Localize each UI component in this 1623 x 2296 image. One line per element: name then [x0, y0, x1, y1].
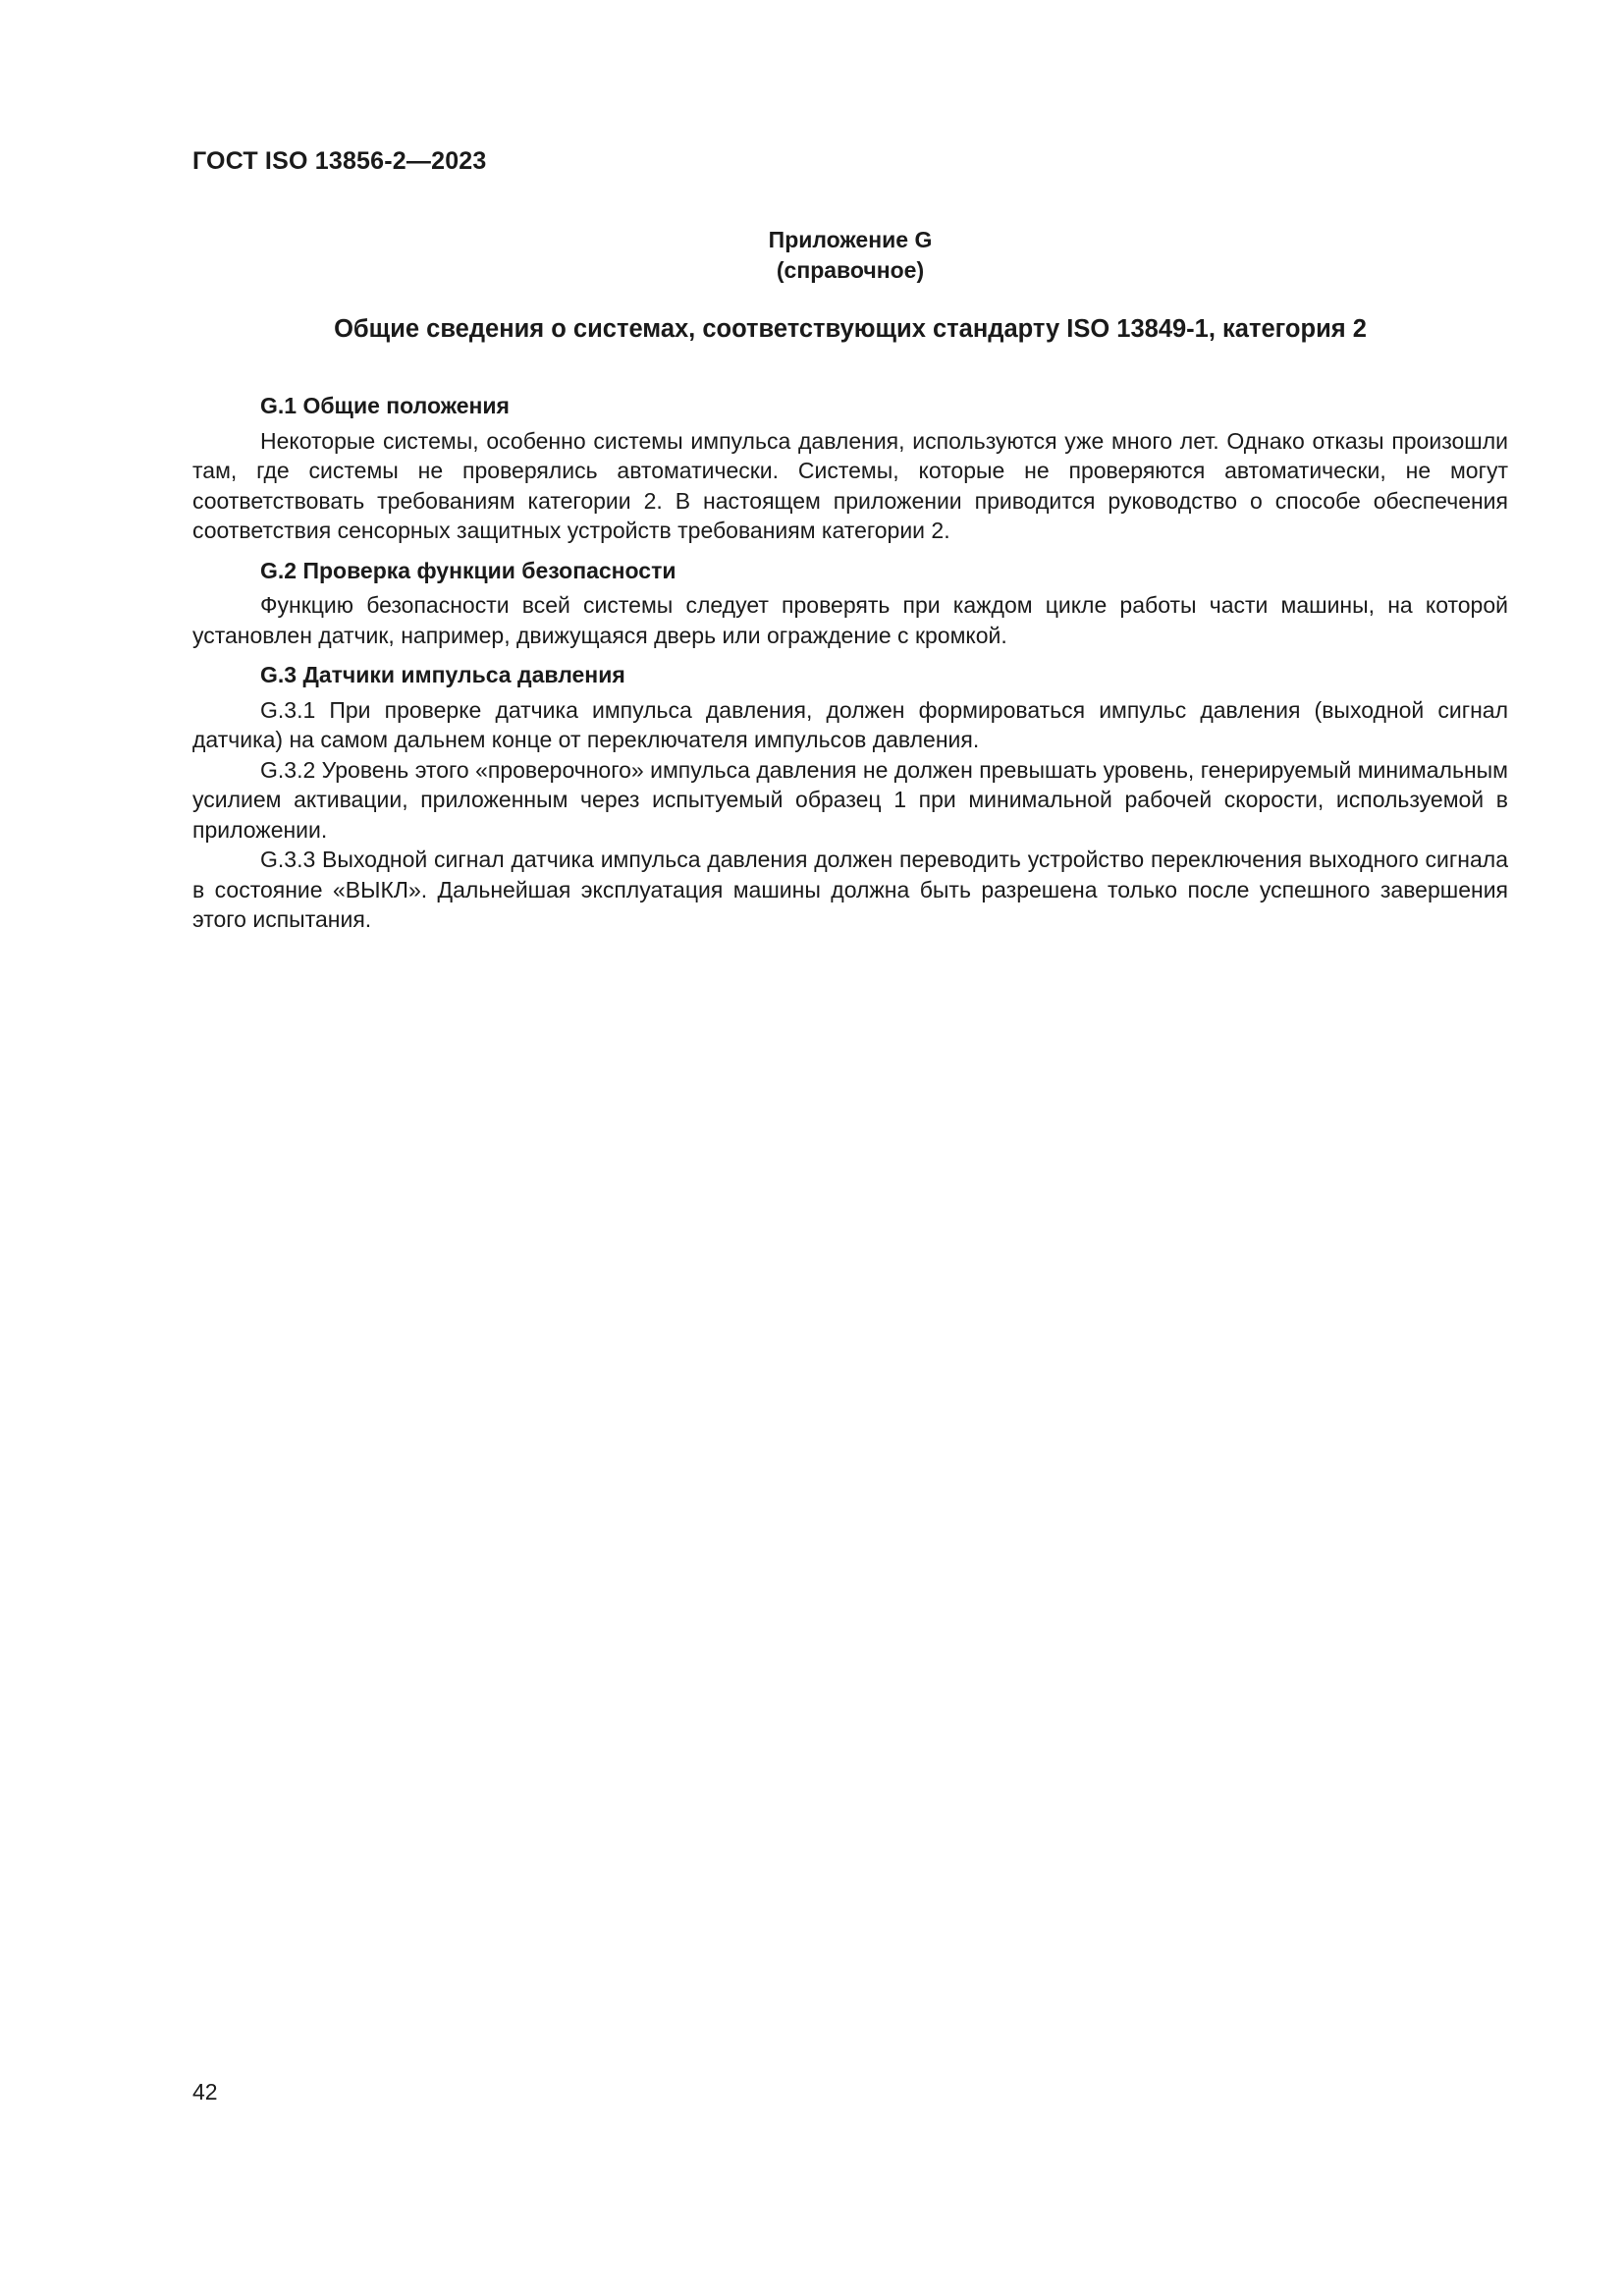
appendix-title: Общие сведения о системах, соответствующих стандарту ISO 13849-1, категория 2 [334, 315, 1367, 343]
page-number: 42 [192, 2079, 218, 2105]
paragraph: Некоторые системы, особенно системы импульса давления, используются уже много лет. Однако отказы произошли там, где системы не проверялись автоматически. Системы, которые не проверяются автоматически, не могут соответствовать требованиям категории 2. В настоящем приложении приводится руководство о способе обеспечения соответствия сенсорных защитных устройств требованиям категории 2. [192, 427, 1508, 543]
appendix-label-block [192, 225, 1508, 286]
paragraph: Функцию безопасности всей системы следует проверять при каждом цикле работы части машины, на которой установлен датчик, например, движущаяся дверь или ограждение с кромкой. [192, 592, 1508, 648]
document-code-header: ГОСТ ISO 13856-2—2023 [192, 147, 487, 175]
section-g3 [192, 660, 1508, 935]
appendix-type: (справочное) [776, 257, 925, 283]
section-g2 [192, 556, 1508, 651]
paragraph: G.3.1 При проверке датчика импульса давления, должен формироваться импульс давления (выходной сигнал датчика) на самом дальнем конце от переключателя импульсов давления. [192, 696, 1508, 752]
section-g1 [192, 391, 1508, 546]
paragraph: G.3.3 Выходной сигнал датчика импульса давления должен переводить устройство переключения выходного сигнала в состояние «ВЫКЛ». Дальнейшая эксплуатация машины должна быть разрешена только после успешного завершения этого испытания. [192, 847, 1508, 932]
section-heading: G.1 Общие положения [260, 393, 510, 418]
document-body [192, 391, 1508, 945]
section-heading: G.2 Проверка функции безопасности [260, 557, 676, 583]
section-heading: G.3 Датчики импульса давления [260, 662, 625, 687]
paragraph: G.3.2 Уровень этого «проверочного» импульса давления не должен превышать уровень, генерируемый минимальным усилием активации, приложенным через испытуемый образец 1 при минимальной рабочей скорости, используемой в приложении. [192, 756, 1508, 843]
appendix-label: Приложение G [768, 227, 933, 252]
